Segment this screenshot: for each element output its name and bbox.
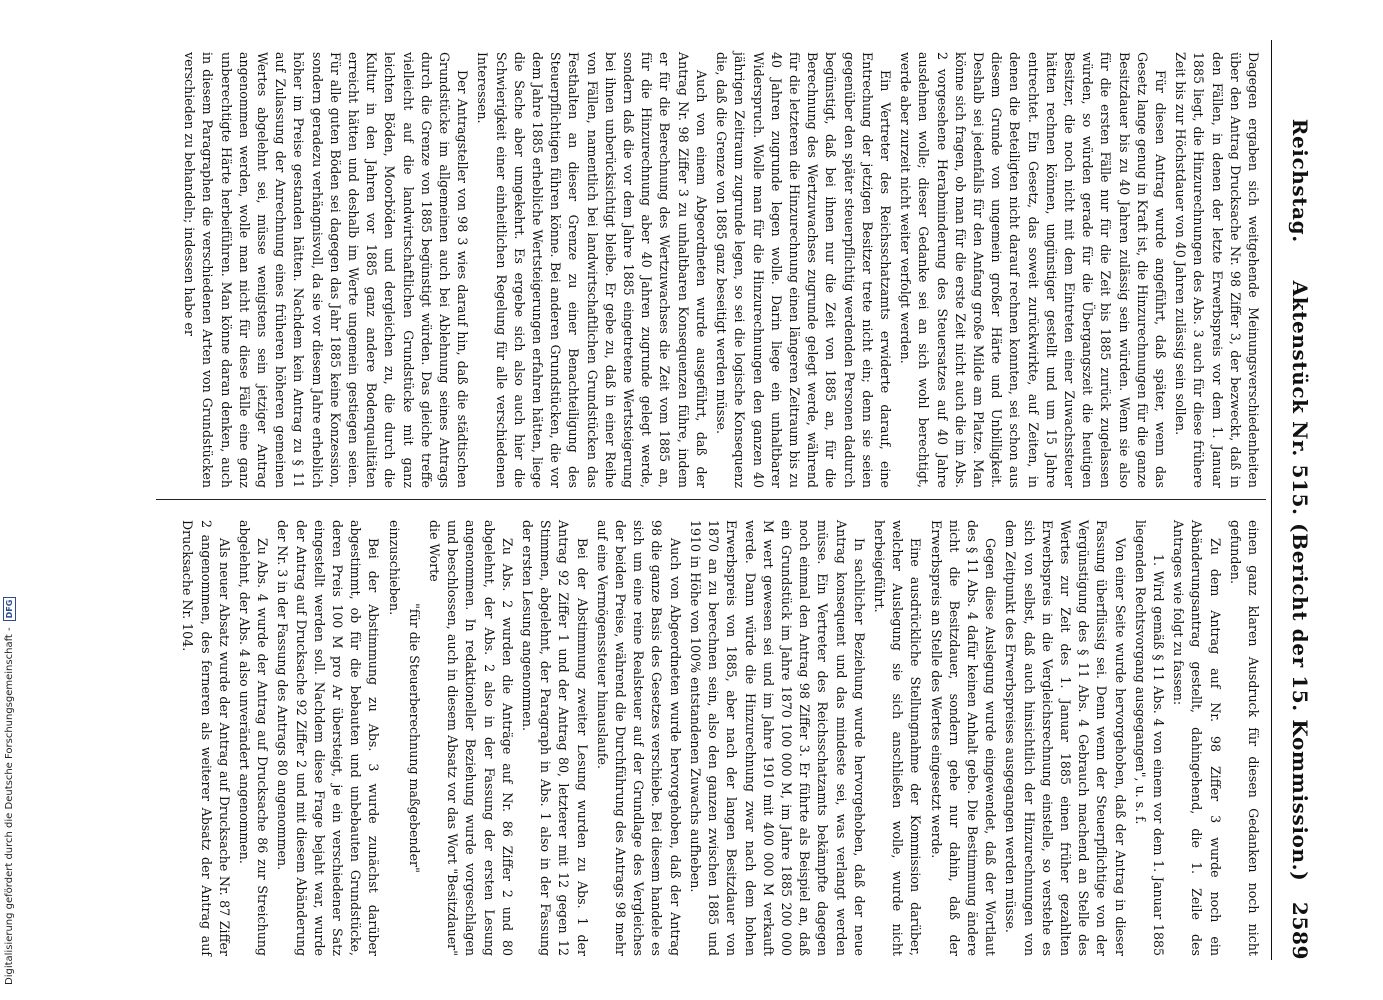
document-page [78, 0, 1328, 1000]
header-center-title: Aktenstück Nr. 515. (Bericht der 15. Kommission.) [1288, 280, 1312, 882]
paragraph: Bei der Abstimmung zu Abs. 3 wurde zunächst darüber abgestimmt, ob für die bebauten und unbebauten Grundstücke, deren Preis 100 M pro Ar übersteigt, je ein verschiedener Satz eingestellt werden soll. Nachdem diese Frage bejaht war, wurde der Antrag auf Drucksache 92 Ziffer 2 und mit diesem Abänderung der Nr. 3 in der Fassung des Antrags 80 angenommen. [275, 520, 382, 956]
paragraph: Eine ausdrückliche Stellungnahme der Kommission darüber, welcher Auslegung sie sich anschließen wolle, wurde nicht herbeigeführt. [871, 520, 924, 956]
paragraph: Zu dem Antrag auf Nr. 98 Ziffer 3 wurde noch ein Abänderungsantrag gestellt, dahingehend, die 1. Zeile des Antrages wie folgt zu fassen: [1171, 520, 1223, 956]
digitization-credit [2, 0, 16, 985]
paragraph: Dagegen ergaben sich weitgehende Meinungsverschiedenheiten über den Antrag Drucksache Nr. 98 Ziffer 3, der bezweckt, daß in den Fällen, in denen der letzte Erwerbspreis vor dem 1. Januar 1885 liegt, die Hinzurechnungen des Abs. 3 auch für diese frühere Zeit bis zur Höchstdauer von 40 Jahren zulässig sein sollen. [1173, 52, 1261, 488]
paragraph: Als neuer Absatz wurde der Antrag auf Drucksache Nr. 87 Ziffer 2 angenommen, des ferneren als weiterer Absatz der Antrag auf Drucksache Nr. 104. [180, 520, 232, 956]
paragraph: Zu Abs. 2 wurden die Anträge auf Nr. 86 Ziffer 2 und 80 abgelehnt, der Abs. 2 also in der Fassung der ersten Lesung angenommen. In redaktioneller Beziehung wurde vorgeschlagen und beschlossen, auch in diesem Absatz vor das Wort "Besitzdauer" die Worte [427, 520, 515, 956]
dfg-logo: DFG [3, 597, 16, 622]
paragraph: Auch von einem Abgeordneten wurde ausgeführt, daß der Antrag Nr. 98 Ziffer 3 zu unhaltbaren Konsequenzen führe, indem er für die Berechnung des Wertzuwachses die Zeit vom 1885 an, für die Hinzurechnung aber 40 Jahren zugrunde gelegt werde, sondern daß die vor dem Jahre 1885 eingetretene Wertsteigerung bei ihnen unberücksichtigt bleibe. Er gebe zu, daß in einer Reihe von Fällen, namentlich bei landwirtschaftlichen Grundstücken das Festhalten an dieser Grenze zu einer Benachteiligung des Steuerpflichtigen führen könne. Bei anderen Grundstücken, die vor dem Jahre 1885 erhebliche Wertsteigerungen erfahren hätten, liege die Sache aber umgekehrt. Es ergebe sich also auch hier die Schwierigkeit einer einheitlichen Regelung für alle verschiedenen Interessen. [475, 52, 709, 488]
page-header [1271, 40, 1328, 960]
page-number: 2589 [1288, 901, 1312, 960]
column-divider [156, 499, 1266, 500]
left-column [178, 52, 1262, 488]
paragraph: In sachlicher Beziehung wurde hervorgehoben, daß der neue Antrag konsequent und das mindeste sei, was verlangt werden müsse. Ein Vertreter des Reichsschatzamts bekämpfte dagegen noch einmal den Antrag 98 Ziffer 3. Er führte als Beispiel an, daß ein Grundstück im Jahre 1870 100 000 M, im Jahre 1885 200 000 M wert gewesen sei und im Jahre 1910 mit 400 000 M verkauft werde. Dann würde die Hinzurechnung zwar nach dem hohen Erwerbspreis von 1885, aber nach der langen Besitzdauer von 1870 an zu berechnen sein, also den ganzen zwischen 1885 und 1910 in Höhe von 100% entstandenen Zuwachs aufheben. [687, 520, 867, 956]
paragraph: Für diesen Antrag wurde angeführt, daß später, wenn das Gesetz lange genug in Kraft ist, die Hinzurechnungen für die ganze Besitzdauer bis zu 40 Jahren zulässig sein würden. Wenn sie also für die ersten Fälle nur für die Zeit bis 1885 zurück zugelassen würden, so würden gerade für die Übergangszeit die heutigen Besitzer, die noch nicht mit dem Eintreten einer Zuwachssteuer hätten rechnen können, ungünstiger gestellt und um 15 Jahre entrechtet. Ein Gesetz, das soweit zurückwirkte, auf Zeiten, in denen die Beteiligten nicht darauf rechnen konnten, sei schon aus diesem Grunde von ungemein großer Härte und Unbilligkeit. Deshalb sei jedenfalls für den Anfang große Milde am Platze. Man könne sich fragen, ob man für die erste Zeit nicht auch die im Abs. 2 vorgesehene Herabminderung des Steuersatzes auf 40 Jahre ausdehnen wolle; dieser Gedanke sei an sich wohl berechtigt, werde aber zurzeit nicht weiter verfolgt werden. [898, 52, 1168, 488]
paragraph: Gegen diese Auslegung wurde eingewendet, daß der Wortlaut des § 11 Abs. 4 dafür keinen Anhalt gebe. Die Bestimmung ändere nicht die Besitzdauer, sondern gehe nur dahin, daß der Erwerbspreis an Stelle des Wertes eingesetzt werde. [928, 520, 999, 956]
paragraph: Bei der Abstimmung zweiter Lesung wurden zu Abs. 1 der Antrag 92 Ziffer 1 und der Antrag 80, letzterer mit 12 gegen 12 Stimmen, abgelehnt, der Paragraph in Abs. 1 also in der Fassung der ersten Lesung angenommen. [520, 520, 590, 956]
paragraph: einzuschieben. [386, 520, 402, 616]
credit-text: Digitalisierung gefördert durch die Deutsche Forschungsgemeinschaft - [3, 627, 15, 985]
paragraph: 1. Wird gemäß § 11 Abs. 4 von einem vor dem 1. Januar 1885 liegenden Rechtsvorgang ausgegangen", u. s. f. [1132, 520, 1166, 956]
paragraph: Zu Abs. 4 wurde der Antrag auf Drucksache 86 zur Streichung abgelehnt, der Abs. 4 also unverändert angenommen. [237, 520, 271, 956]
paragraph: Auch von Abgeordneten wurde hervorgehoben, daß der Antrag 98 die ganze Basis des Gesetzes verschiebe. Bei diesem handele es sich um eine reine Realsteuer auf der Grundlage des Vergleiches der beiden Preise, während die Durchführung des Antrags 98 mehr auf eine Vermögenssteuer hinauslaufe. [594, 520, 683, 956]
paragraph: "für die Steuerberechnung maßgebender" [406, 603, 422, 873]
paragraph: Ein Vertreter des Reichsschatzamts erwiderte darauf, eine Entrechung der jetzigen Besitzer trete nicht ein; denn sie seien gegenüber den später steuerpflichtig werdenden Personen dadurch begünstigt, daß bei ihnen nur die Zeit von 1885 an, für die Berechnung des Wertzuwachses zugrunde gelegt werde, während für die letzteren die Hinzurechnung einen längeren Zeitraum bis zu 40 Jahren zugrunde legen wolle. Darin liege ein unhaltbarer Widerspruch. Wolle man für die Hinzurechnungen den ganzen 40 jährigen Zeitraum zugrunde legen, so sei die logische Konsequenz die, daß die Grenze von 1885 ganz beseitigt werden müsse. [714, 52, 893, 488]
paragraph: Der Antragsteller von 98 3 wies darauf hin, daß die städtischen Grundstücke im allgemeinen auch bei Ablehnung seines Antrags durch die Grenze von 1885 begünstigt würden. Das gleiche treffe vielleicht auf die landwirtschaftlichen Grundstücke mit ganz leichten Böden, Moorböden und dergleichen zu, die durch die Kultur in den Jahren vor 1885 ganz andere Bodenqualitäten erreicht hätten und deshalb im Werte ungemein gestiegen seien. Für alle guten Böden sei dagegen das Jahr 1885 keine Konzession, sondern geradezu verhängnisvoll, da sie vor diesem Jahre erheblich höher im Preise gestanden hätten. Nachdem kein Antrag zu § 11 auf Zulassung der Anrechnung eines früheren höheren gemeinen Wertes abgelehnt sei, müsse wenigstens sein jetziger Antrag angenommen werden, wolle man nicht für diese Fälle eine ganz unberechtigte Härte herbeiführen. Man könne daran denken, auch in diesem Paragraphen die verschiedenen Arten von Grundstücken verschieden zu behandeln; indessen habe er [182, 52, 471, 488]
page-title [1288, 110, 1312, 890]
paragraph: einen ganz klaren Ausdruck für diesen Gedanken noch nicht gefunden. [1227, 520, 1261, 956]
header-left-title: Reichstag. [1288, 118, 1312, 243]
paragraph: Von einer Seite wurde hervorgehoben, daß der Antrag in dieser Fassung überflüssig sei. Denn wenn der Steuerpflichtige von der Vergünstigung des § 11 Abs. 4 Gebrauch machend an Stelle des Wertes zur Zeit des 1. Januar 1885 einen früher gezahlten Erwerbspreis in die Vergleichsrechnung einstelle, so verstehe es sich von selbst, daß auch hinsichtlich der Hinzurechnungen von dem Zeitpunkt des Erwerbspreises ausgegangen werden müsse. [1003, 520, 1128, 956]
right-column [176, 520, 1262, 956]
